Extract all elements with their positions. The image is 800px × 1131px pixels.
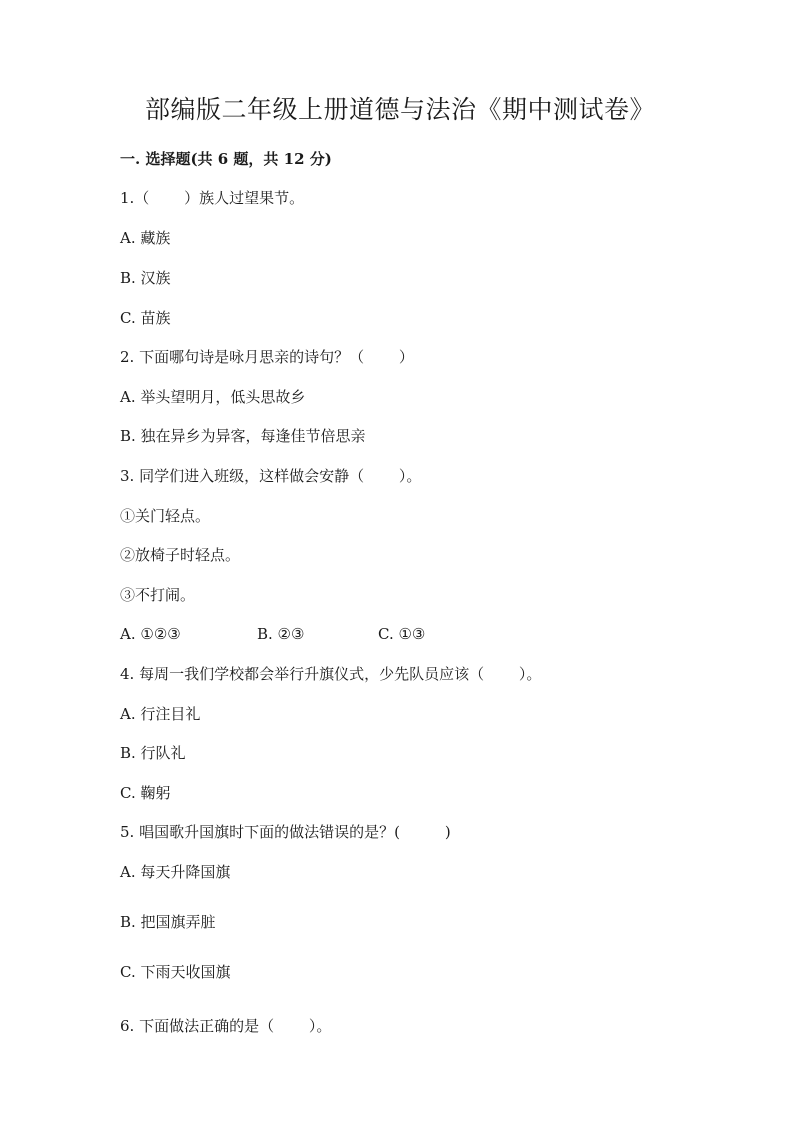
question-5-option-a: A. 每天升降国旗 bbox=[120, 863, 231, 881]
section-heading: 一. 选择题(共 6 题，共 12 分) bbox=[120, 150, 332, 168]
question-3-item-2: ②放椅子时轻点。 bbox=[120, 546, 241, 564]
question-3-stem: 3. 同学们进入班级，这样做会安静（ ）。 bbox=[120, 467, 422, 485]
question-1-option-c: C. 苗族 bbox=[120, 309, 171, 327]
question-2-option-b: B. 独在异乡为异客，每逢佳节倍思亲 bbox=[120, 427, 366, 445]
question-3-item-3: ③不打闹。 bbox=[120, 586, 196, 604]
question-3-option-a: A. ①②③ bbox=[120, 625, 181, 643]
question-4-stem: 4. 每周一我们学校都会举行升旗仪式，少先队员应该（ ）。 bbox=[120, 665, 542, 683]
page-title: 部编版二年级上册道德与法治《期中测试卷》 bbox=[144, 95, 655, 124]
question-4-option-a: A. 行注目礼 bbox=[120, 705, 201, 723]
question-3-option-b: B. ②③ bbox=[257, 625, 305, 643]
question-6-stem: 6. 下面做法正确的是（ ）。 bbox=[120, 1017, 332, 1035]
question-3-option-c: C. ①③ bbox=[378, 625, 426, 643]
question-5-option-b: B. 把国旗弄脏 bbox=[120, 913, 216, 931]
question-1-option-a: A. 藏族 bbox=[120, 229, 171, 247]
question-2-stem: 2. 下面哪句诗是咏月思亲的诗句？（ ） bbox=[120, 348, 414, 366]
question-2-option-a: A. 举头望明月，低头思故乡 bbox=[120, 388, 306, 406]
question-3-item-1: ①关门轻点。 bbox=[120, 507, 211, 525]
question-4-option-b: B. 行队礼 bbox=[120, 744, 186, 762]
question-1-stem: 1.（ ）族人过望果节。 bbox=[120, 189, 305, 207]
question-1-option-b: B. 汉族 bbox=[120, 269, 171, 287]
question-5-option-c: C. 下雨天收国旗 bbox=[120, 963, 231, 981]
question-5-stem: 5. 唱国歌升国旗时下面的做法错误的是？( ) bbox=[120, 823, 451, 841]
question-4-option-c: C. 鞠躬 bbox=[120, 784, 171, 802]
